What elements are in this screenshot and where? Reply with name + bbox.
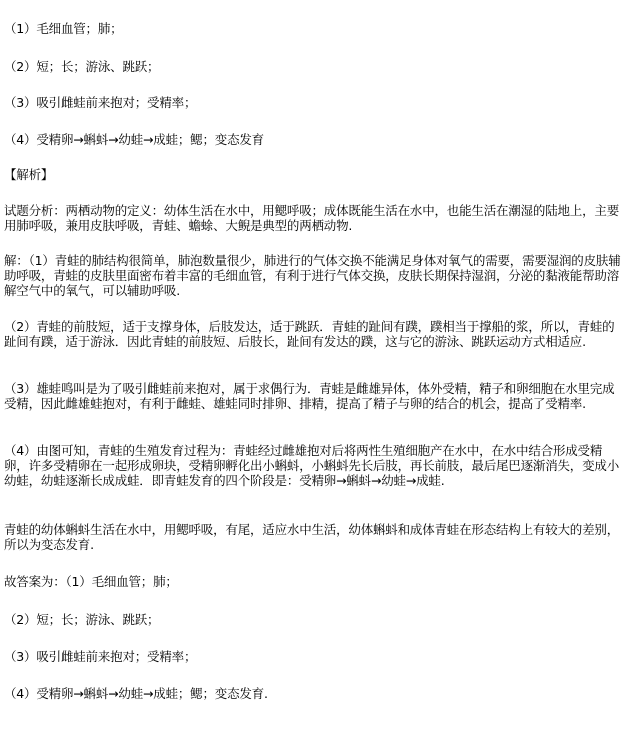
analysis-paragraph-1: 解：（1）青蛙的肺结构很简单，肺泡数量很少，肺进行的气体交换不能满足身体对氧气的需要，需要湿润的皮肤辅助呼吸，青蛙的皮肤里面密布着丰富的毛细血管，有利于进行气体交换，皮肤长期保持湿润，分泌的黏液能帮助溶解空气中的氧气，可以辅助呼吸. [4, 253, 621, 298]
final-answer-line-3: （3）吸引雌蛙前来抱对；受精率； [4, 649, 197, 664]
answer-line-4: （4）受精卵→蝌蚪→幼蛙→成蛙；鳃；变态发育 [4, 132, 264, 147]
final-answer-line-1: 故答案为：（1）毛细血管；肺； [4, 574, 178, 589]
answer-line-1: （1）毛细血管；肺； [4, 21, 123, 36]
analysis-paragraph-5: 青蛙的幼体蝌蚪生活在水中，用鳃呼吸，有尾，适应水中生活，幼体蝌蚪和成体青蛙在形态结构上有较大的差别，所以为变态发育. [4, 522, 620, 552]
analysis-paragraph-4: （4）由图可知，青蛙的生殖发育过程为：青蛙经过雌雄抱对后将两性生殖细胞产在水中，在水中结合形成受精卵，许多受精卵在一起形成卵块，受精卵孵化出小蝌蚪，小蝌蚪先长后肢，再长前肢，最后尾巴逐渐消失，变成小幼蛙，幼蛙逐渐长成成蛙．即青蛙发育的四个阶段是：受精卵→蝌蚪→幼蛙→成蛙. [4, 443, 620, 488]
final-answer-line-2: （2）短；长；游泳、跳跃； [4, 612, 160, 627]
final-answer-line-4: （4）受精卵→蝌蚪→幼蛙→成蛙；鳃；变态发育. [4, 686, 268, 701]
analysis-paragraph-3: （3）雄蛙鸣叫是为了吸引雌蛙前来抱对，属于求偶行为．青蛙是雌雄异体，体外受精，精子和卵细胞在水里完成受精，因此雌雄蛙抱对，有利于雌蛙、雄蛙同时排卵、排精，提高了精子与卵的结合的机会，提高了受精率. [4, 381, 615, 411]
answer-line-2: （2）短；长；游泳、跳跃； [4, 59, 160, 74]
analysis-paragraph-2: （2）青蛙的前肢短，适于支撑身体，后肢发达，适于跳跃．青蛙的趾间有蹼，蹼相当于撑船的浆，所以，青蛙的趾间有蹼，适于游泳．因此青蛙的前肢短、后肢长，趾间有发达的蹼，这与它的游泳、跳跃运动方式相适应. [4, 319, 615, 349]
analysis-intro: 试题分析：两栖动物的定义：幼体生活在水中，用鳃呼吸；成体既能生活在水中，也能生活在潮湿的陆地上，主要用肺呼吸，兼用皮肤呼吸，青蛙、蟾蜍、大鲵是典型的两栖动物. [4, 203, 620, 233]
analysis-heading: 【解析】 [4, 167, 54, 182]
answer-line-3: （3）吸引雌蛙前来抱对；受精率； [4, 95, 197, 110]
